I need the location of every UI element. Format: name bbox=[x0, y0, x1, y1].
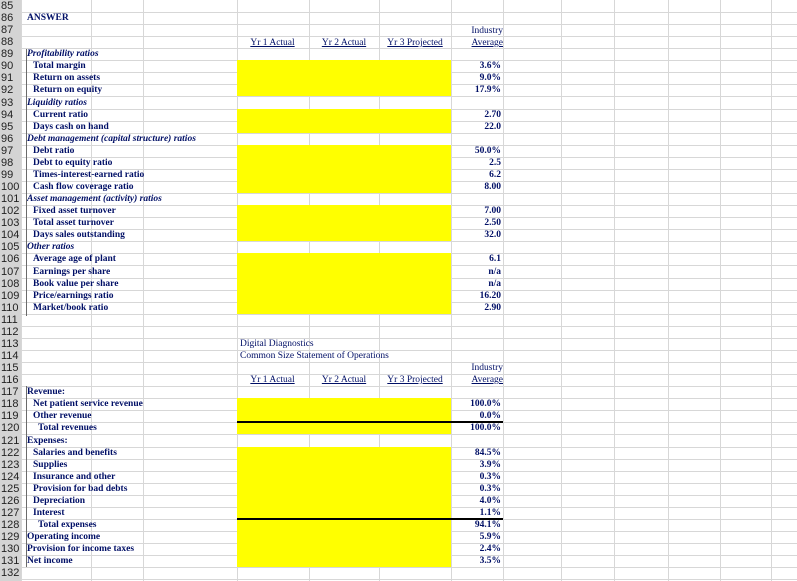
sheet-row[interactable] bbox=[0, 48, 797, 60]
row-number: 127 bbox=[1, 507, 20, 519]
row-number: 113 bbox=[1, 338, 19, 350]
row-number: 120 bbox=[1, 422, 20, 434]
yr1-header: Yr 1 Actual bbox=[250, 38, 295, 48]
company-name: Digital Diagnostics bbox=[240, 339, 314, 349]
row-number: 103 bbox=[1, 217, 20, 229]
row-number: 112 bbox=[1, 326, 19, 338]
ratio-label: Earnings per share bbox=[33, 267, 111, 277]
row-number: 97 bbox=[1, 145, 14, 157]
industry-average-value: 50.0% bbox=[474, 146, 501, 156]
industry-average-value: 6.2 bbox=[489, 170, 501, 180]
row-number: 107 bbox=[1, 266, 20, 278]
statement-line-label: Operating income bbox=[27, 532, 101, 542]
industry-average-value: 2.90 bbox=[484, 303, 501, 313]
ratio-label: Days sales outstanding bbox=[33, 230, 125, 240]
statement-line-label: Provision for income taxes bbox=[27, 544, 135, 554]
statement-line-label: Provision for bad debts bbox=[33, 484, 128, 494]
sheet-row[interactable] bbox=[0, 241, 797, 253]
yr2-header: Yr 2 Actual bbox=[321, 38, 367, 48]
ratio-label: Debt ratio bbox=[33, 146, 75, 156]
sheet-row[interactable] bbox=[0, 350, 797, 362]
industry-percent-value: 84.5% bbox=[474, 448, 501, 458]
industry-percent-value: 5.9% bbox=[479, 532, 501, 542]
row-number: 114 bbox=[1, 350, 19, 362]
industry-average-value: 17.9% bbox=[474, 85, 501, 95]
row-number: 96 bbox=[1, 133, 14, 145]
statement-line-label: Salaries and benefits bbox=[33, 448, 117, 458]
row-number: 109 bbox=[1, 290, 20, 302]
yr1-header-2: Yr 1 Actual bbox=[250, 375, 295, 385]
sheet-row[interactable] bbox=[0, 12, 797, 24]
sheet-row[interactable] bbox=[0, 362, 797, 374]
total-expense-rule bbox=[237, 518, 503, 520]
sheet-row[interactable] bbox=[0, 278, 797, 290]
industry-percent-value: 0.0% bbox=[479, 411, 501, 421]
sheet-row[interactable] bbox=[0, 398, 797, 410]
sheet-row[interactable] bbox=[0, 290, 797, 302]
ratio-label: Book value per share bbox=[33, 279, 119, 289]
ratio-label: Days cash on hand bbox=[33, 122, 109, 132]
ratio-label: Return on assets bbox=[33, 73, 101, 83]
industry-percent-value: 3.9% bbox=[479, 460, 501, 470]
ratio-label: Total margin bbox=[33, 61, 86, 71]
sheet-row[interactable] bbox=[0, 302, 797, 314]
industry-average-value: 16.20 bbox=[479, 291, 501, 301]
row-number: 110 bbox=[1, 302, 19, 314]
row-number: 119 bbox=[1, 410, 19, 422]
row-number: 99 bbox=[1, 169, 14, 181]
industry-header-bottom-2: Average bbox=[471, 375, 503, 385]
row-number: 128 bbox=[1, 519, 20, 531]
industry-percent-value: 0.3% bbox=[479, 484, 501, 494]
yr3-header-2: Yr 3 Projected bbox=[387, 375, 443, 385]
row-number: 104 bbox=[1, 229, 20, 241]
row-number: 91 bbox=[1, 72, 14, 84]
row-number: 123 bbox=[1, 459, 20, 471]
sheet-row[interactable] bbox=[0, 253, 797, 265]
sheet-row[interactable] bbox=[0, 555, 797, 567]
statement-line-label: Supplies bbox=[33, 460, 68, 470]
sheet-row[interactable] bbox=[0, 435, 797, 447]
sheet-row[interactable] bbox=[0, 24, 797, 36]
sheet-row[interactable] bbox=[0, 133, 797, 145]
row-number: 129 bbox=[1, 531, 20, 543]
industry-average-value: 22.0 bbox=[484, 122, 501, 132]
sheet-row[interactable] bbox=[0, 145, 797, 157]
industry-average-value: 2.50 bbox=[484, 218, 501, 228]
sheet-row[interactable] bbox=[0, 205, 797, 217]
statement-line-label: Total revenues bbox=[38, 423, 97, 433]
row-number: 102 bbox=[1, 205, 20, 217]
row-number: 132 bbox=[1, 567, 20, 579]
sheet-row[interactable] bbox=[0, 459, 797, 471]
sheet-row[interactable] bbox=[0, 495, 797, 507]
row-number: 87 bbox=[1, 24, 14, 36]
row-number: 130 bbox=[1, 543, 20, 555]
row-number: 92 bbox=[1, 84, 14, 96]
statement-title: Common Size Statement of Operations bbox=[240, 351, 389, 361]
ratio-section-label: Other ratios bbox=[27, 242, 75, 252]
industry-percent-value: 2.4% bbox=[479, 544, 501, 554]
sheet-row[interactable] bbox=[0, 338, 797, 350]
sheet-row[interactable] bbox=[0, 157, 797, 169]
sheet-row[interactable] bbox=[0, 181, 797, 193]
statement-line-label: Revenue: bbox=[27, 387, 65, 397]
ratio-section-label: Profitability ratios bbox=[27, 49, 99, 59]
industry-header-bottom: Average bbox=[471, 38, 503, 48]
ratio-section-label: Liquidity ratios bbox=[27, 98, 87, 108]
industry-average-value: 7.00 bbox=[484, 206, 501, 216]
sheet-row[interactable] bbox=[0, 121, 797, 133]
sheet-row[interactable] bbox=[0, 567, 797, 579]
row-number: 125 bbox=[1, 483, 20, 495]
ratio-label: Current ratio bbox=[33, 110, 88, 120]
row-number: 122 bbox=[1, 447, 20, 459]
row-number: 117 bbox=[1, 386, 19, 398]
industry-average-value: 2.70 bbox=[484, 110, 501, 120]
sheet-row[interactable] bbox=[0, 386, 797, 398]
yr2-header-2: Yr 2 Actual bbox=[321, 375, 367, 385]
sheet-row[interactable] bbox=[0, 266, 797, 278]
ratio-label: Fixed asset turnover bbox=[33, 206, 116, 216]
ratio-label: Total asset turnover bbox=[33, 218, 114, 228]
industry-average-value: 3.6% bbox=[479, 61, 501, 71]
sheet-row[interactable] bbox=[0, 72, 797, 84]
total-revenue-rule bbox=[237, 421, 503, 423]
sheet-row[interactable] bbox=[0, 229, 797, 241]
ratio-section-label: Asset management (activity) ratios bbox=[27, 194, 162, 204]
industry-average-value: 6.1 bbox=[489, 254, 501, 264]
sheet-row[interactable] bbox=[0, 217, 797, 229]
sheet-row[interactable] bbox=[0, 483, 797, 495]
row-number: 116 bbox=[1, 374, 19, 386]
sheet-row[interactable] bbox=[0, 422, 797, 434]
industry-average-value: 8.00 bbox=[484, 182, 501, 192]
ratio-label-border bbox=[26, 49, 27, 316]
statement-line-label: Insurance and other bbox=[33, 472, 116, 482]
sheet-row[interactable] bbox=[0, 109, 797, 121]
industry-average-value: n/a bbox=[488, 279, 501, 289]
row-number: 124 bbox=[1, 471, 20, 483]
statement-line-label: Net income bbox=[27, 556, 73, 566]
industry-percent-value: 3.5% bbox=[479, 556, 501, 566]
industry-average-value: 2.5 bbox=[489, 158, 501, 168]
sheet-row[interactable] bbox=[0, 193, 797, 205]
industry-header-top-2: Industry bbox=[471, 363, 503, 373]
statement-line-label: Net patient service revenue bbox=[33, 399, 143, 409]
row-number: 88 bbox=[1, 36, 14, 48]
row-number: 108 bbox=[1, 278, 20, 290]
row-number: 111 bbox=[1, 314, 18, 326]
row-number: 100 bbox=[1, 181, 20, 193]
row-number: 98 bbox=[1, 157, 14, 169]
row-number: 95 bbox=[1, 121, 14, 133]
row-number: 118 bbox=[1, 398, 19, 410]
row-number: 89 bbox=[1, 48, 14, 60]
row-number: 85 bbox=[1, 0, 14, 12]
industry-percent-value: 4.0% bbox=[479, 496, 501, 506]
row-number: 101 bbox=[1, 193, 20, 205]
sheet-row[interactable] bbox=[0, 531, 797, 543]
ratio-label: Average age of plant bbox=[33, 254, 116, 264]
ratio-label: Times-interest-earned ratio bbox=[33, 170, 145, 180]
sheet-row[interactable] bbox=[0, 543, 797, 555]
ratio-label: Cash flow coverage ratio bbox=[33, 182, 134, 192]
industry-header-top: Industry bbox=[471, 26, 503, 36]
row-number: 90 bbox=[1, 60, 14, 72]
statement-line-label: Depreciation bbox=[33, 496, 86, 506]
statement-line-label: Other revenue bbox=[33, 411, 92, 421]
sheet-row[interactable] bbox=[0, 0, 797, 12]
sheet-row[interactable] bbox=[0, 97, 797, 109]
industry-percent-value: 100.0% bbox=[470, 399, 501, 409]
sheet-row[interactable] bbox=[0, 169, 797, 181]
sheet-row[interactable] bbox=[0, 326, 797, 338]
yr3-header: Yr 3 Projected bbox=[387, 38, 443, 48]
industry-average-value: 9.0% bbox=[479, 73, 501, 83]
industry-average-value: 32.0 bbox=[484, 230, 501, 240]
statement-line-label: Expenses: bbox=[27, 436, 68, 446]
industry-average-value: n/a bbox=[488, 267, 501, 277]
row-number: 94 bbox=[1, 109, 14, 121]
grid-row-line bbox=[21, 579, 797, 580]
sheet-row[interactable] bbox=[0, 519, 797, 531]
row-number: 105 bbox=[1, 241, 20, 253]
industry-percent-value: 94.1% bbox=[474, 520, 501, 530]
industry-percent-value: 0.3% bbox=[479, 472, 501, 482]
ratio-label: Market/book ratio bbox=[33, 303, 109, 313]
industry-percent-value: 1.1% bbox=[479, 508, 501, 518]
row-number: 121 bbox=[1, 435, 20, 447]
row-number: 106 bbox=[1, 253, 20, 265]
ratio-label: Return on equity bbox=[33, 85, 103, 95]
sheet-row[interactable] bbox=[0, 84, 797, 96]
ratio-section-label: Debt management (capital structure) ratios bbox=[27, 134, 196, 144]
ratio-label: Price/earnings ratio bbox=[33, 291, 114, 301]
answer-label: ANSWER bbox=[27, 13, 69, 23]
row-number: 86 bbox=[1, 12, 14, 24]
sheet-row[interactable] bbox=[0, 314, 797, 326]
sheet-row[interactable] bbox=[0, 447, 797, 459]
statement-line-label: Interest bbox=[33, 508, 65, 518]
statement-label-border bbox=[26, 386, 27, 567]
row-number: 93 bbox=[1, 97, 14, 109]
statement-line-label: Total expenses bbox=[38, 520, 97, 530]
row-number: 126 bbox=[1, 495, 20, 507]
sheet-row[interactable] bbox=[0, 60, 797, 72]
sheet-row[interactable] bbox=[0, 471, 797, 483]
industry-percent-value: 100.0% bbox=[470, 423, 501, 433]
row-number: 131 bbox=[1, 555, 20, 567]
row-number: 115 bbox=[1, 362, 19, 374]
ratio-label: Debt to equity ratio bbox=[33, 158, 113, 168]
